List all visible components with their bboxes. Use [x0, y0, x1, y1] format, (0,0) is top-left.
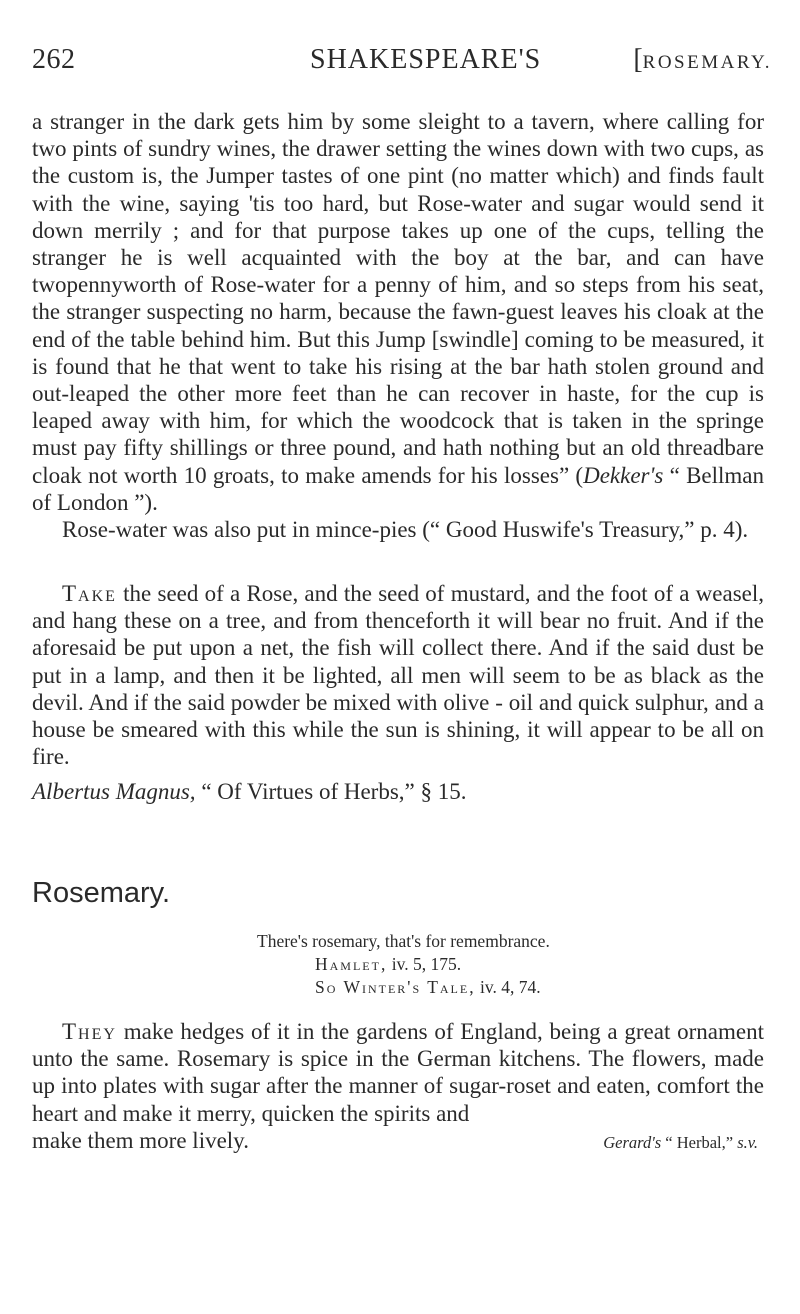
jumper-passage	[32, 108, 764, 543]
section-heading: Rosemary.	[32, 877, 171, 909]
albertus-paragraph	[32, 580, 764, 770]
epigraph-quote: There's rosemary, that's for remembrance.	[257, 931, 550, 951]
lead-word: They	[62, 1019, 117, 1044]
mince-pie-paragraph: Rose-water was also put in mince-pies (“ Good Huswife's Treasury,” p. 4).	[62, 517, 749, 543]
paragraph-text: make them more lively.	[32, 1127, 249, 1153]
rosemary-paragraph	[32, 1018, 764, 1127]
paragraph-text: make hedges of it in the gardens of England, being a great ornament unto the same. Rosemary is spice in the German kitchens. The flowers, made up into plates with sugar after the manner of sugar-roset and eaten, comfort the heart and make it merry, quicken the spirits and	[32, 1019, 764, 1126]
paragraph-text: “ Bellman of London ”).	[32, 462, 764, 515]
section-label	[633, 44, 772, 76]
albertus-passage	[32, 580, 764, 806]
citation	[603, 1129, 758, 1156]
page-number: 262	[32, 44, 76, 75]
rosemary-passage	[32, 1018, 764, 1156]
last-line	[32, 1127, 764, 1156]
section-bracket: [	[633, 44, 643, 75]
citation-sv: s.v.	[737, 1132, 758, 1152]
play-location: iv. 4, 74.	[475, 977, 541, 997]
citation-work: “ Herbal,”	[661, 1132, 738, 1152]
play-location: iv. 5, 175.	[387, 954, 462, 974]
epigraph-ref-hamlet	[315, 953, 461, 976]
paragraph-text: a stranger in the dark gets him by some sleight to a tavern, where calling for two pints of sundry wines, the drawer setting the wines down with two cups, as the custom is, the Jumper tastes of one pint (no matter which) and finds fault with the wine, saying 'tis too hard, but Rose-water and sugar would send it down merrily ; and for that purpose takes up one of the cups, telling the stranger he is well acquainted with the boy at the bar, and can have twopennyworth of Rose-water for a penny of him, and so steps from his seat, the stranger suspecting no harm, because the fawn-guest leaves his cloak at the end of the table behind him. But this Jump [swindle] coming to be measured, it is found that he that went to take his rising at the bar hath stolen ground and out-leaped the other more feet than he can recover in haste, for the cup is leaped away with him, for which the woodcock that is taken in the springe must pay fifty shillings or three pound, and hath nothing but an old threadbare cloak not worth 10 groats, to make amends for his losses” (	[32, 109, 764, 488]
play-name: Winter's Tale,	[343, 977, 476, 997]
attribution	[32, 778, 746, 805]
jumper-paragraph	[32, 108, 764, 516]
citation-author: Gerard's	[603, 1132, 662, 1152]
epigraph-ref-winters-tale	[315, 976, 541, 999]
author-name: Dekker's	[583, 462, 664, 488]
ref-prefix: So	[315, 977, 344, 997]
paragraph-text: the seed of a Rose, and the seed of mustard, and the foot of a weasel, and hang these on a tree, and from thenceforth it will bear no fruit. And if the aforesaid be put upon a net, the fish will collect there. And if the said dust be put in a lamp, and then it be lighted, all men will seem to be as black as the devil. And if the said powder be mixed with olive - oil and quick sulphur, and a house be smeared with this while the sun is shining, it will appear to be all on fire.	[32, 581, 764, 770]
section-name: ROSEMARY.	[642, 52, 772, 73]
play-name: Hamlet,	[315, 954, 388, 974]
attribution-work: “ Of Virtues of Herbs,” § 15.	[195, 779, 467, 805]
running-header	[32, 44, 772, 84]
attribution-author: Albertus Magnus,	[32, 779, 196, 805]
book-title: SHAKESPEARE'S	[310, 44, 542, 75]
lead-word: Take	[62, 581, 117, 606]
